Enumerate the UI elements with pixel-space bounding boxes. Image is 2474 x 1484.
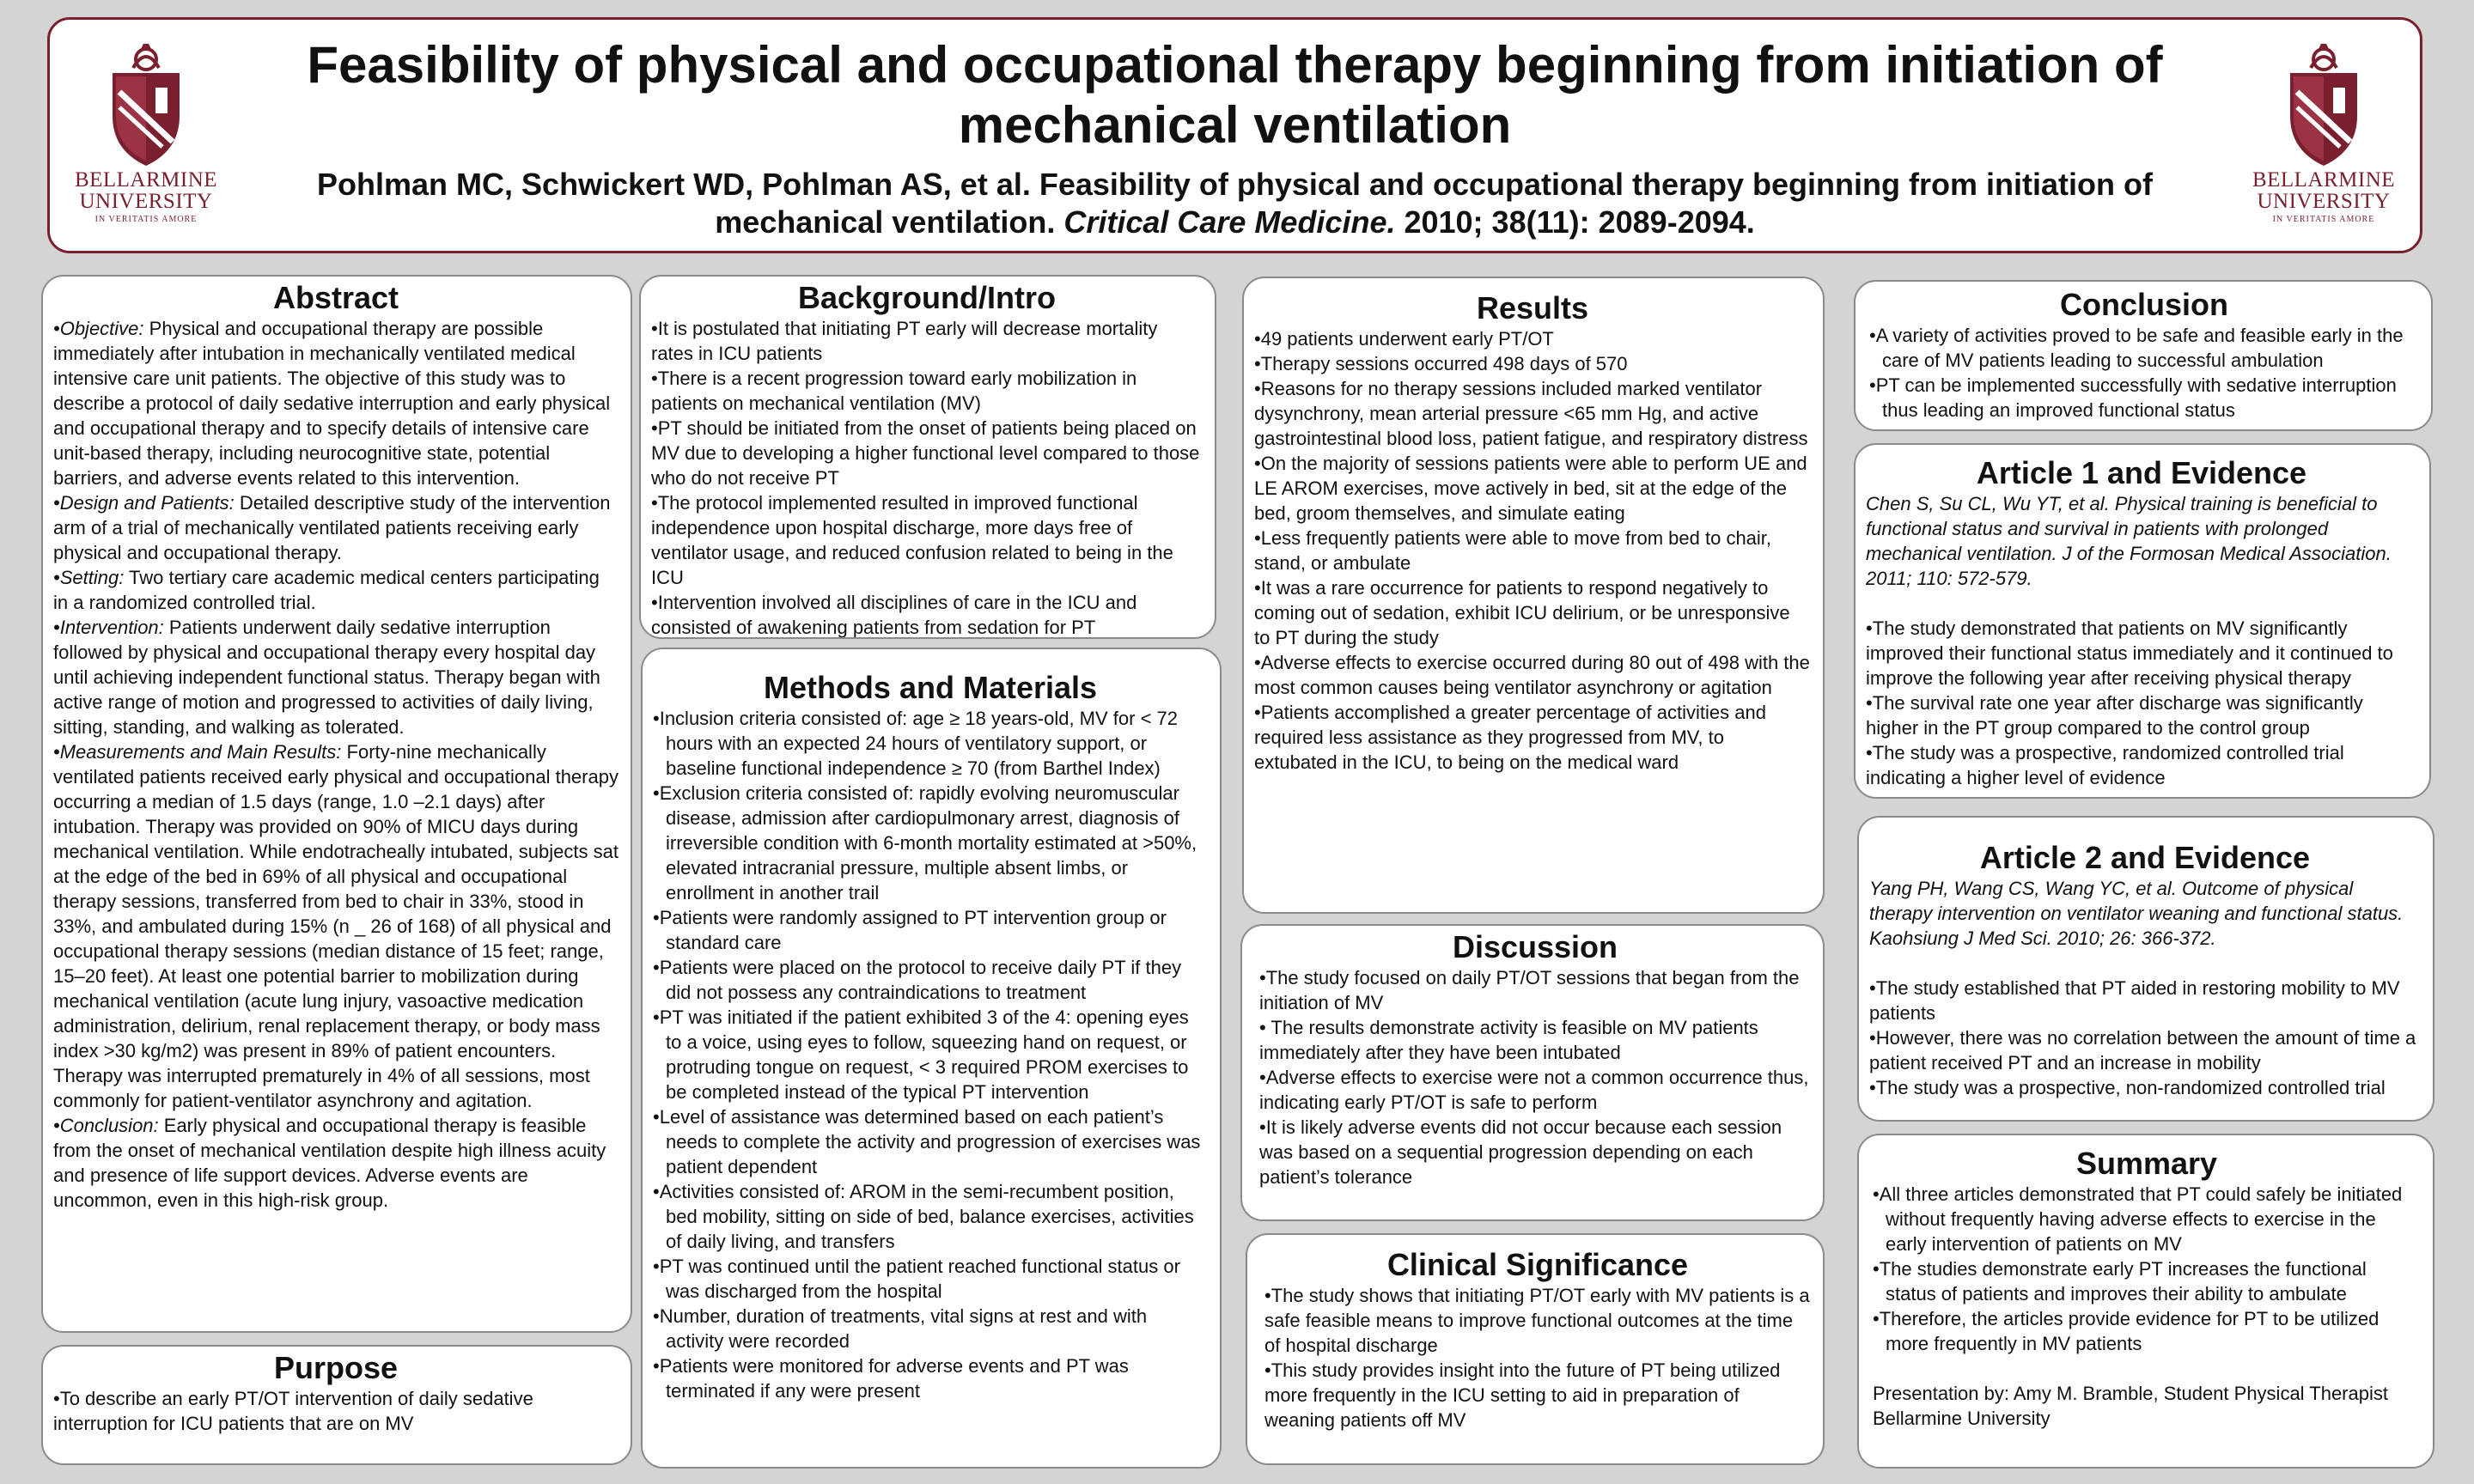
logo-name-2: UNIVERSITY: [2257, 190, 2391, 213]
logo-motto: IN VERITATIS AMORE: [94, 215, 198, 224]
discussion-item: •The study focused on daily PT/OT sessions that began from the initiation of MV: [1259, 967, 1800, 1013]
abstract-item-label: •Conclusion:: [53, 1115, 159, 1136]
abstract-item-label: •Objective:: [53, 318, 144, 339]
article-2-citation: Yang PH, Wang CS, Wang YC, et al. Outcome of physical therapy intervention on ventilator weaning and functional status. Kaohsiung J Med Sci. 2010; 26: 366-372.: [1869, 878, 2404, 949]
abstract-item: [53, 739, 618, 1113]
conclusion-item: •A variety of activities proved to be safe and feasible early in the care of MV patients leading to successful ambulation: [1869, 325, 2404, 371]
citation-authors: Pohlman MC, Schwickert WD, Pohlman AS, et al. Feasibility of physical and occupational therapy beginning from initiation of mechanical ventilation.: [317, 167, 2153, 240]
discussion-item: •It is likely adverse events did not occur because each session was based on a sequential progression depending on each patient’s tolerance: [1259, 1116, 1782, 1188]
methods-item: •PT was continued until the patient reached functional status or was discharged from the hospital: [653, 1256, 1180, 1302]
methods-panel: [641, 648, 1222, 1469]
spacer: [1866, 591, 2417, 616]
summary-item: •Therefore, the articles provide evidence for PT to be utilized more frequently in MV patients: [1873, 1308, 2380, 1354]
abstract-item: [53, 565, 618, 615]
abstract-item: [53, 490, 618, 565]
citation-journal: Critical Care Medicine.: [1063, 204, 1396, 240]
presenter-line: Presentation by: Amy M. Bramble, Student Physical Therapist: [1873, 1383, 2388, 1404]
discussion-item: • The results demonstrate activity is feasible on MV patients immediately after they have been intubated: [1259, 1017, 1758, 1063]
results-item: •Patients accomplished a greater percentage of activities and required less assistance as they progressed from MV, to extubated in the ICU, to being on the medical ward: [1254, 702, 1766, 773]
results-item: •Reasons for no therapy sessions included marked ventilator dysynchrony, mean arterial pressure <65 mm Hg, and active gastrointestinal blood loss, patient fatigue, and respiratory distress: [1254, 378, 1808, 449]
spacer: [1873, 1356, 2421, 1381]
background-item: •The protocol implemented resulted in improved functional independence upon hospital discharge, more days free of ventilator usage, and reduced confusion related to being in the ICU: [651, 492, 1173, 588]
methods-item: •PT was initiated if the patient exhibited 3 of the 4: opening eyes to a voice, using eyes to follow, squeezing hand on request, or protruding tongue on request, < 3 required PROM exercises to be completed instead of the typical PT intervention: [653, 1007, 1189, 1103]
results-item: •On the majority of sessions patients were able to perform UE and LE AROM exercises, move actively in bed, sit at the edge of the bed, groom themselves, and simulate eating: [1254, 453, 1807, 524]
abstract-item-text: Patients underwent daily sedative interruption followed by physical and occupational therapy every hospital day until achieving independent functional status. Therapy began with active range of motion and progressed to activities of daily living, sitting, standing, and walking as tolerated.: [53, 617, 600, 738]
citation-volume: 2010; 38(11): 2089-2094.: [1395, 204, 1755, 240]
abstract-item-label: •Setting:: [53, 567, 125, 588]
background-item: •It is postulated that initiating PT early will decrease mortality rates in ICU patients: [651, 318, 1158, 364]
background-panel: [639, 275, 1216, 639]
methods-item: •Patients were randomly assigned to PT intervention group or standard care: [653, 907, 1167, 953]
article-2-item: •However, there was no correlation between the amount of time a patient received PT and an increase in mobility: [1869, 1027, 2416, 1073]
logo-name: BELLARMINE: [74, 168, 218, 192]
conclusion-item: •PT can be implemented successfully with sedative interruption thus leading an improved functional status: [1869, 374, 2397, 421]
results-item: •It was a rare occurrence for patients to respond negatively to coming out of sedation, exhibit ICU delirium, or be unresponsive to PT during the study: [1254, 577, 1790, 648]
abstract-heading: Abstract: [272, 280, 399, 315]
results-heading: Results: [1476, 290, 1589, 325]
abstract-item-text: Detailed descriptive study of the intervention arm of a trial of mechanically ventilated patients receiving early physical and occupational therapy.: [53, 492, 611, 563]
abstract-item-text: Physical and occupational therapy are possible immediately after intubation in mechanically ventilated medical intensive care unit patients. The objective of this study was to describe a protocol of daily sedative interruption and early physical and occupational therapy and to specify details of intensive care unit-based therapy, including neurocognitive state, potential barriers, and adverse events related to this intervention.: [53, 318, 611, 489]
conclusion-panel: [1854, 280, 2433, 431]
poster-header: [47, 17, 2422, 253]
abstract-item: [53, 316, 618, 490]
article-2-item: •The study was a prospective, non-randomized controlled trial: [1869, 1077, 2386, 1098]
results-item: •Adverse effects to exercise occurred during 80 out of 498 with the most common causes being ventilator asynchrony or agitation: [1254, 652, 1810, 698]
article-1-item: •The study was a prospective, randomized controlled trial indicating a higher level of evidence: [1866, 742, 2344, 788]
purpose-item: •To describe an early PT/OT intervention of daily sedative interruption for ICU patients that are on MV: [53, 1388, 533, 1434]
logo-motto: IN VERITATIS AMORE: [2272, 215, 2375, 224]
summary-heading: Summary: [2075, 1146, 2218, 1181]
abstract-item-label: •Intervention:: [53, 617, 164, 638]
article-1-panel: [1854, 443, 2431, 799]
discussion-item: •Adverse effects to exercise were not a common occurrence thus, indicating early PT/OT is safe to perform: [1259, 1067, 1809, 1113]
methods-heading: Methods and Materials: [763, 670, 1098, 705]
summary-panel: [1857, 1134, 2434, 1469]
background-item: •PT should be initiated from the onset of patients being placed on MV due to developing a higher functional level compared to those who do not receive PT: [651, 417, 1200, 489]
article-1-item: •The study demonstrated that patients on MV significantly improved their functional status immediately and it continued to improve the following year after receiving physical therapy: [1866, 617, 2393, 689]
summary-item: •All three articles demonstrated that PT could safely be initiated without frequently having adverse effects to exercise in the early intervention of patients on MV: [1873, 1183, 2403, 1255]
abstract-item-text: Early physical and occupational therapy is feasible from the onset of mechanical ventilation despite high illness acuity and presence of life support devices. Adverse events are uncommon, even in this high-risk group.: [53, 1115, 606, 1211]
methods-item: •Activities consisted of: AROM in the semi-recumbent position, bed mobility, sitting on side of bed, balance exercises, activities of daily living, and transfers: [653, 1181, 1194, 1252]
summary-item: •The studies demonstrate early PT increases the functional status of patients and improves their ability to ambulate: [1873, 1258, 2367, 1305]
abstract-item: [53, 1113, 618, 1213]
abstract-item-text: Two tertiary care academic medical centers participating in a randomized controlled trial.: [53, 567, 600, 613]
methods-item: •Number, duration of treatments, vital signs at rest and with activity were recorded: [653, 1305, 1148, 1352]
university-logo-left: [60, 40, 232, 238]
abstract-panel: [41, 275, 632, 1333]
clinical-heading: Clinical Significance: [1386, 1247, 1689, 1282]
logo-name-2: UNIVERSITY: [79, 190, 213, 213]
methods-item: •Level of assistance was determined based on each patient’s needs to complete the activity and progression of exercises was patient dependent: [653, 1106, 1201, 1177]
poster-title: Feasibility of physical and occupational therapy beginning from initiation of mechanical ventilation: [307, 36, 2163, 154]
discussion-heading: Discussion: [1452, 929, 1618, 964]
article-2-heading: Article 2 and Evidence: [1979, 840, 2311, 875]
article-1-heading: Article 1 and Evidence: [1976, 455, 2307, 490]
clinical-item: •This study provides insight into the future of PT being utilized more frequently in the ICU setting to aid in preparation of weaning patients off MV: [1264, 1359, 1781, 1431]
results-panel: [1242, 277, 1825, 914]
background-item: •Intervention involved all disciplines of care in the ICU and consisted of awakening patients from sedation for PT: [651, 592, 1137, 638]
background-heading: Background/Intro: [797, 280, 1056, 315]
article-1-item: •The survival rate one year after discharge was significantly higher in the PT group compared to the control group: [1866, 692, 2363, 739]
methods-item: •Exclusion criteria consisted of: rapidly evolving neuromuscular disease, admission after cardiopulmonary arrest, diagnosis of irreversible condition with 6-month mortality estimated at >50%, elevated intracranial pressure, multiple absent limbs, or enrollment in another trail: [653, 782, 1197, 903]
school-line: Bellarmine University: [1873, 1408, 2050, 1429]
clinical-item: •The study shows that initiating PT/OT early with MV patients is a safe feasible means to improve functional outcomes at the time of hospital discharge: [1264, 1285, 1810, 1356]
university-logo-right: [2238, 40, 2410, 238]
purpose-heading: Purpose: [273, 1350, 399, 1385]
methods-item: •Inclusion criteria consisted of: age ≥ 18 years-old, MV for < 72 hours with an expected 24 hours of ventilatory support, or baseline functional independence ≥ 70 (from Barthel Index): [653, 708, 1179, 779]
results-item: •49 patients underwent early PT/OT: [1254, 328, 1554, 350]
poster-citation: [247, 166, 2222, 241]
clinical-significance-panel: [1246, 1233, 1825, 1465]
article-1-citation: Chen S, Su CL, Wu YT, et al. Physical training is beneficial to functional status and survival in patients with prolonged mechanical ventilation. J of the Formosan Medical Association. 2011; 110: 572-579.: [1866, 493, 2392, 589]
shield-crest-icon: [2273, 40, 2374, 169]
conclusion-heading: Conclusion: [2060, 287, 2228, 322]
methods-item: •Patients were placed on the protocol to receive daily PT if they did not possess any contraindications to treatment: [653, 957, 1182, 1003]
methods-item: •Patients were monitored for adverse events and PT was terminated if any were present: [653, 1355, 1129, 1402]
results-item: •Less frequently patients were able to move from bed to chair, stand, or ambulate: [1254, 527, 1772, 574]
abstract-item-text: Forty-nine mechanically ventilated patients received early physical and occupational therapy occurring a median of 1.5 days (range, 1.0 –2.1 days) after intubation. Therapy was provided on 90% of MICU days during mechanical ventilation. While endotracheally intubated, subjects sat at the edge of the bed in 69% of all physical and occupational therapy sessions, transferred from bed to chair in 33%, stood in 33%, and ambulated during 15% (n _ 26 of 168) of all physical and occupational therapy sessions (median distance of 15 feet; range, 15–20 feet). At least one potential barrier to mobilization during mechanical ventilation (acute lung injury, vasoactive medication administration, delirium, renal replacement therapy, or body mass index >30 kg/m2) was present in 89% of patient encounters. Therapy was interrupted prematurely in 4% of all sessions, most commonly for patient-ventilator asynchrony and agitation.: [53, 741, 618, 1111]
discussion-panel: [1240, 924, 1825, 1221]
background-item: •There is a recent progression toward early mobilization in patients on mechanical ventilation (MV): [651, 368, 1137, 414]
shield-crest-icon: [95, 40, 197, 169]
logo-name: BELLARMINE: [2252, 168, 2396, 192]
article-2-panel: [1857, 816, 2434, 1122]
article-2-item: •The study established that PT aided in restoring mobility to MV patients: [1869, 977, 2400, 1024]
abstract-item-label: •Measurements and Main Results:: [53, 741, 342, 763]
abstract-item: [53, 615, 618, 739]
spacer: [1869, 951, 2421, 976]
purpose-panel: [41, 1345, 632, 1465]
results-item: •Therapy sessions occurred 498 days of 570: [1254, 353, 1628, 374]
abstract-item-label: •Design and Patients:: [53, 492, 235, 514]
